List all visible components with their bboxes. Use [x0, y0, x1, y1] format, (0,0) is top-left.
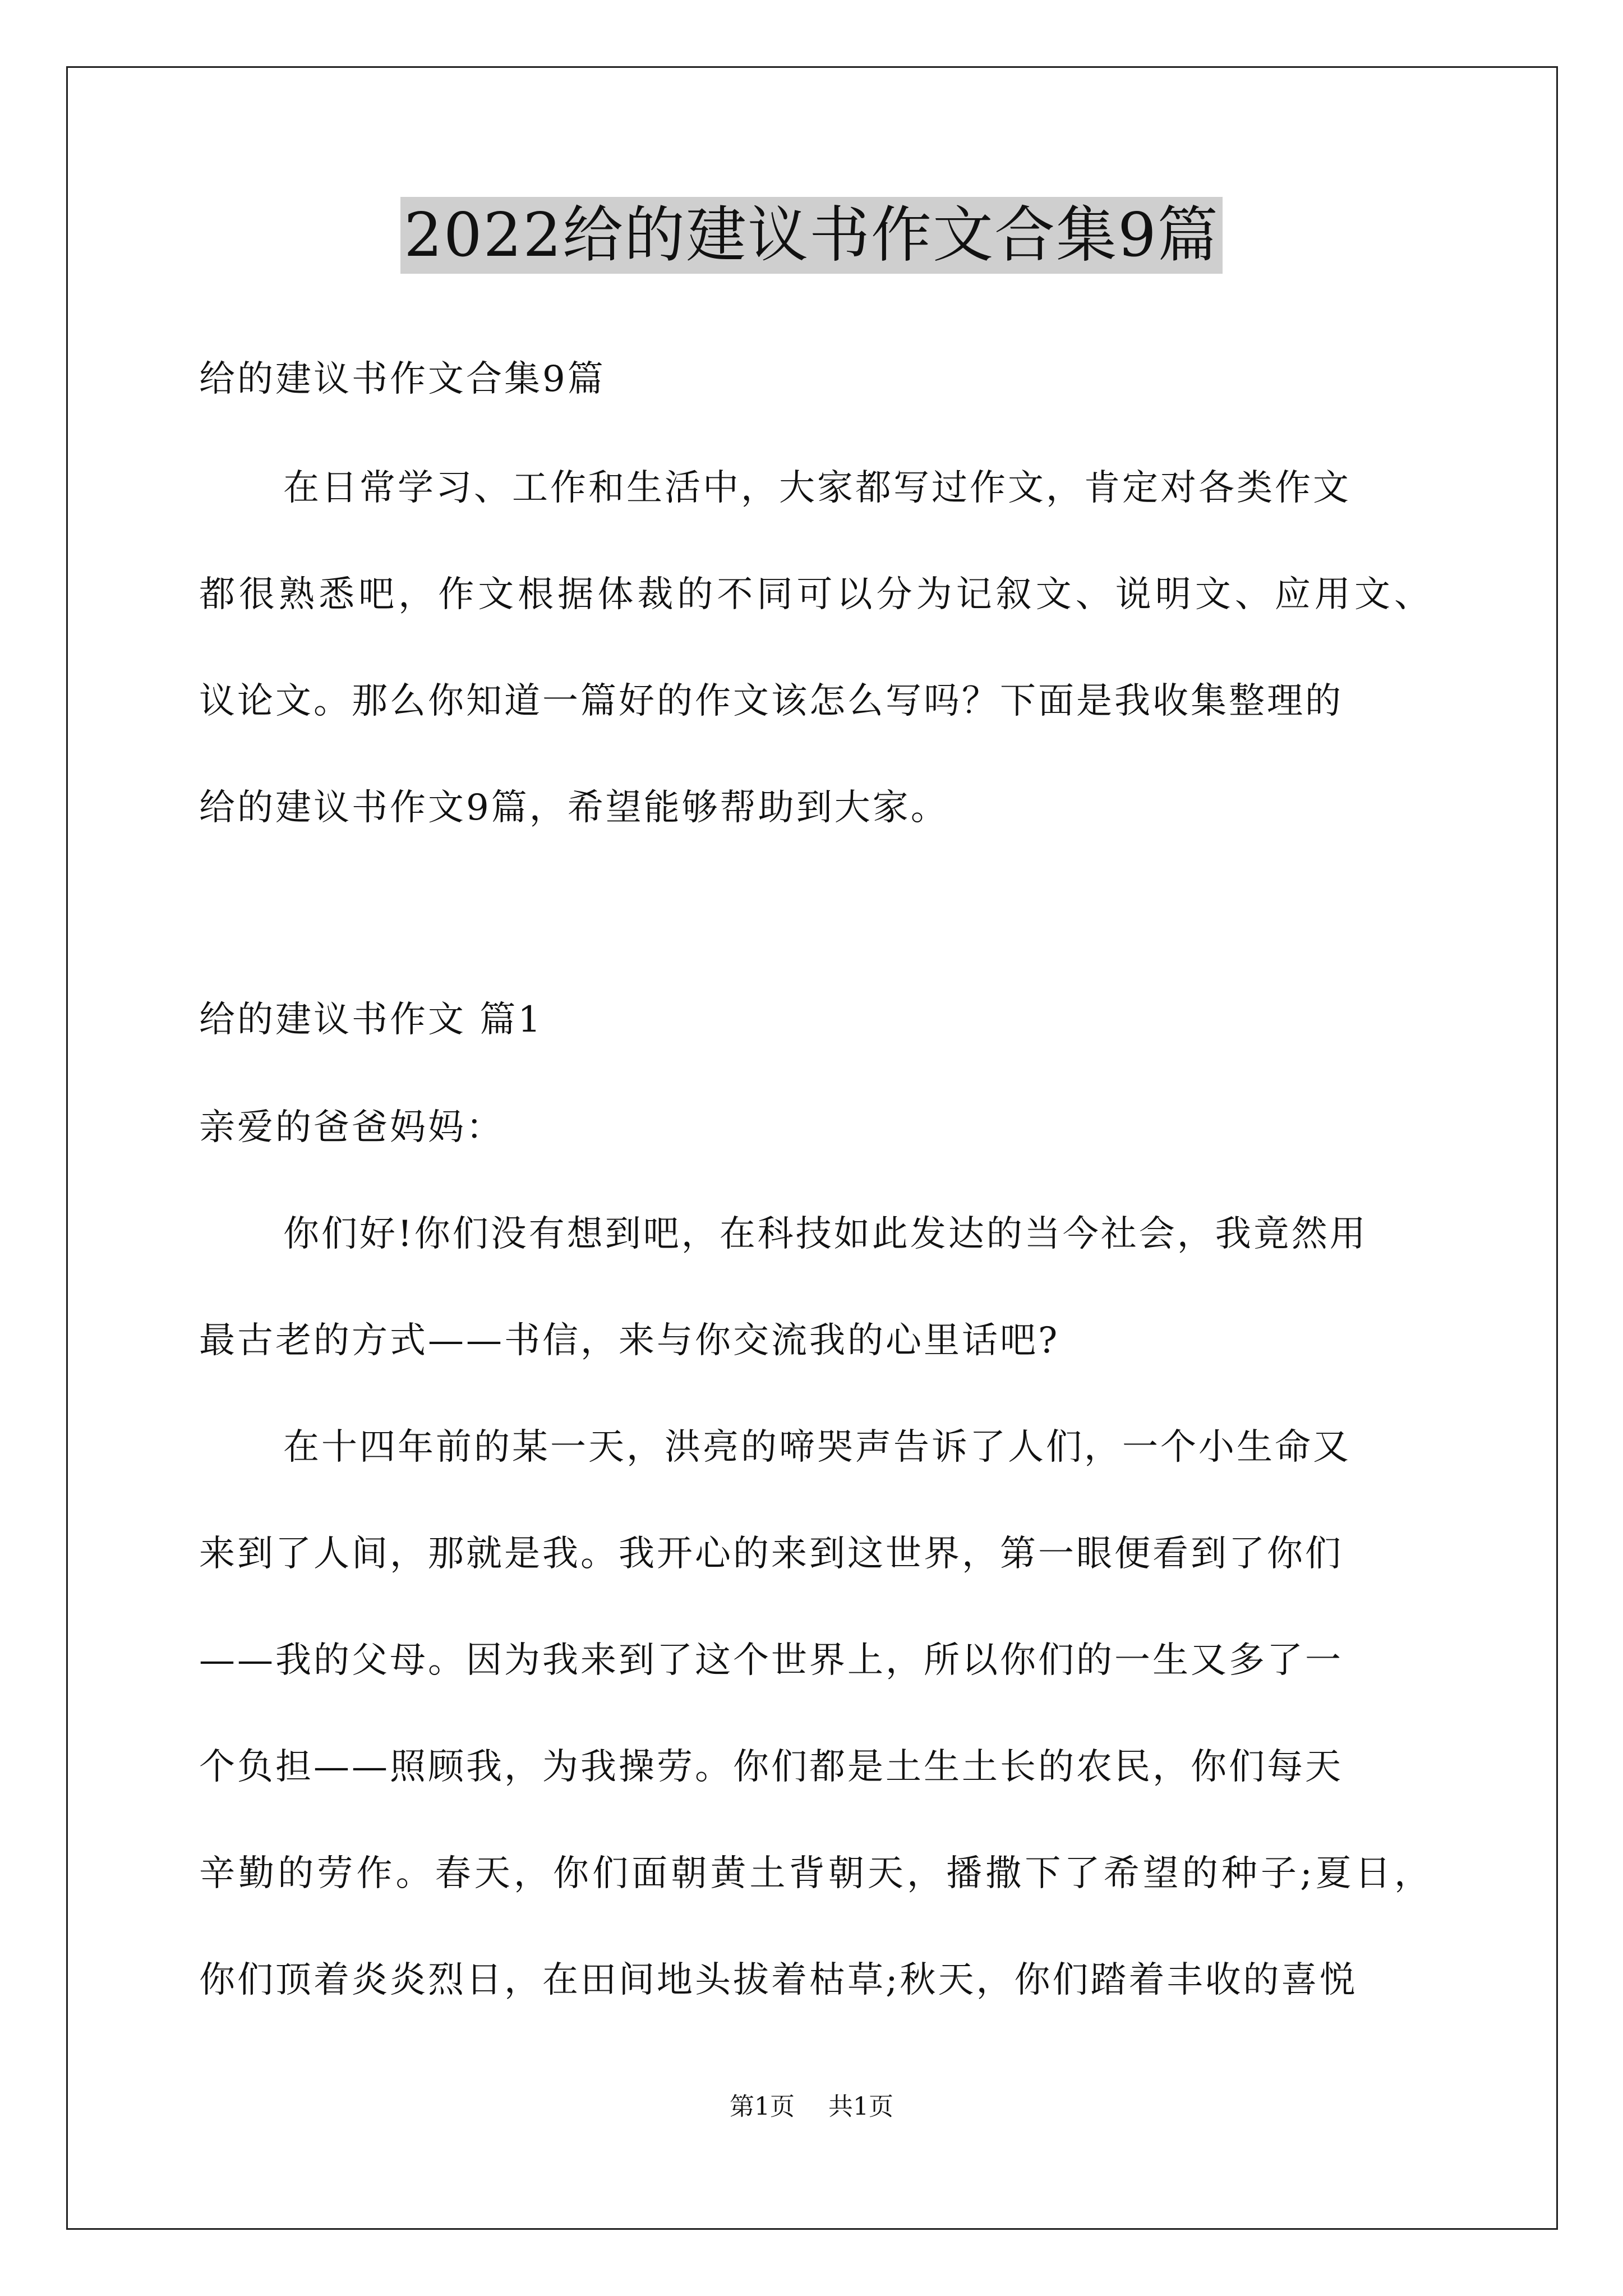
intro-line: 都很熟悉吧，作文根据体裁的不同可以分为记叙文、说明文、应用文、 [199, 574, 1430, 615]
document-title-text: 2022给的建议书作文合集9篇 [400, 197, 1223, 274]
intro-line: 议论文。那么你知道一篇好的作文该怎么写吗？下面是我收集整理的 [199, 680, 1343, 722]
intro-line: 在日常学习、工作和生活中，大家都写过作文，肯定对各类作文 [283, 467, 1351, 509]
page-footer [0, 2091, 1623, 2123]
section-heading: 给的建议书作文 篇1 [199, 999, 543, 1041]
page-number: 第1页 [730, 2092, 795, 2121]
body-line: 你们顶着炎炎烈日，在田间地头拔着枯草;秋天，你们踏着丰收的喜悦 [199, 1959, 1358, 2001]
body-line: 在十四年前的某一天，洪亮的啼哭声告诉了人们，一个小生命又 [283, 1427, 1351, 1468]
letter-salutation: 亲爱的爸爸妈妈： [199, 1107, 504, 1148]
body-line: 来到了人间，那就是我。我开心的来到这世界，第一眼便看到了你们 [199, 1533, 1343, 1575]
intro-line: 给的建议书作文9篇，希望能够帮助到大家。 [199, 787, 949, 829]
body-line: ——我的父母。因为我来到了这个世界上，所以你们的一生又多了一 [199, 1640, 1343, 1681]
document-title [0, 196, 1623, 275]
body-line: 个负担——照顾我，为我操劳。你们都是土生土长的农民，你们每天 [199, 1746, 1343, 1788]
body-line: 最古老的方式——书信，来与你交流我的心里话吧? [199, 1320, 1060, 1361]
body-line: 你们好!你们没有想到吧，在科技如此发达的当今社会，我竟然用 [283, 1213, 1368, 1255]
page-total: 共1页 [828, 2092, 893, 2121]
document-subtitle: 给的建议书作文合集9篇 [199, 358, 606, 400]
body-line: 辛勤的劳作。春天，你们面朝黄土背朝天，播撒下了希望的种子;夏日， [199, 1853, 1430, 1894]
